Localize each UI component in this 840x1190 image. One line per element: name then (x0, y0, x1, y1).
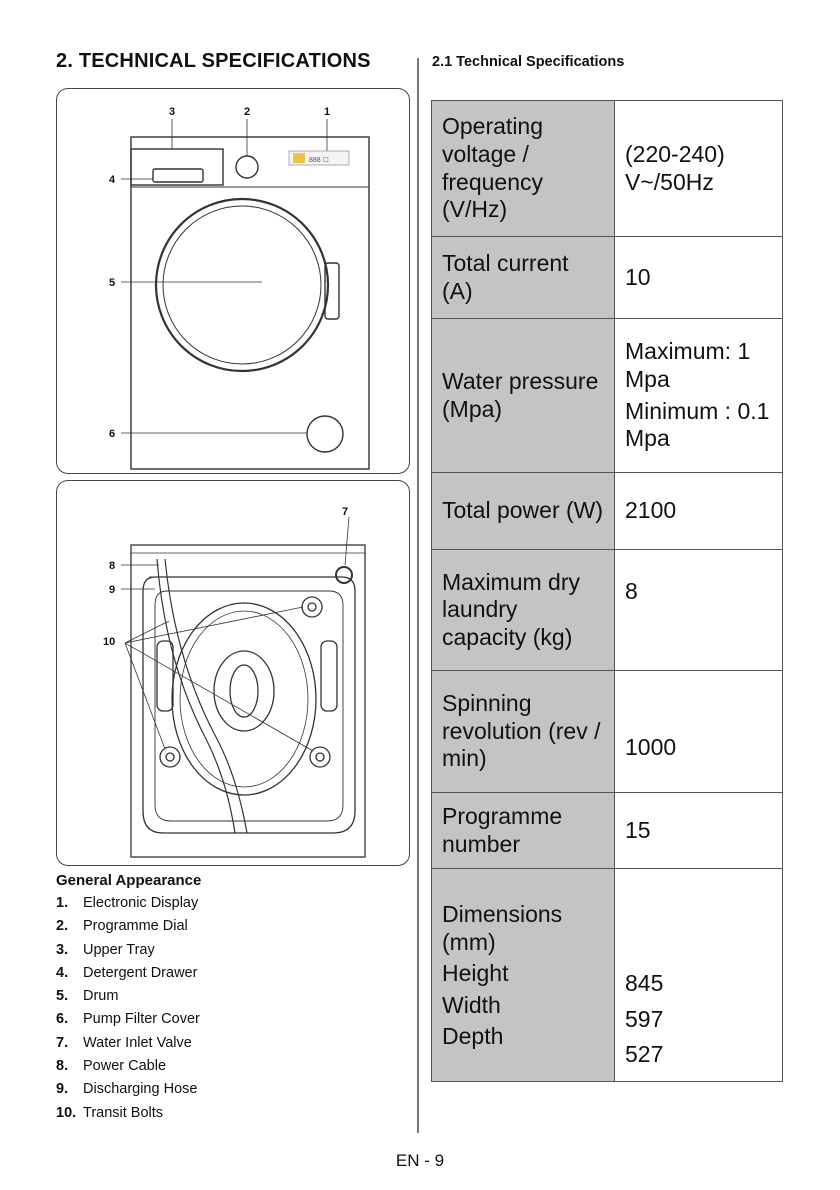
table-row (432, 101, 783, 237)
spec-label: Programme number (432, 793, 615, 869)
width-value: 597 (625, 1005, 664, 1032)
table-row (432, 319, 783, 473)
list-item: 7. Water Inlet Valve (56, 1034, 192, 1051)
list-item: 6. Pump Filter Cover (56, 1011, 200, 1028)
height-label: Height (442, 960, 509, 987)
list-item: 3. Upper Tray (56, 941, 155, 958)
dimensions-label: Dimensions (mm) (442, 901, 563, 955)
water-pressure-max: Maximum: 1 Mpa (625, 338, 751, 392)
width-label: Width (442, 991, 501, 1018)
spec-value: 1000 (615, 671, 783, 793)
list-item: 9. Discharging Hose (56, 1081, 198, 1098)
callout-5: 5 (109, 277, 116, 289)
general-appearance (56, 872, 396, 1125)
depth-value: 527 (625, 1041, 664, 1068)
table-row (432, 671, 783, 793)
display-indicator (293, 153, 305, 163)
front-view-panel (56, 88, 410, 474)
appearance-title: General Appearance (56, 872, 202, 889)
callout-3: 3 (169, 106, 176, 118)
spec-value: 8 (615, 550, 783, 671)
page-number: EN - 9 (395, 1151, 445, 1170)
spec-value: 15 (615, 793, 783, 869)
spec-value: (220-240) V~/50Hz (615, 101, 783, 237)
list-item: 10. Transit Bolts (56, 1104, 164, 1121)
spec-label: Water pressure (Mpa) (432, 319, 615, 473)
display-digits: 888 ☐ (309, 157, 329, 164)
spec-value (615, 319, 783, 473)
water-pressure-min: Minimum : 0.1 Mpa (625, 397, 770, 452)
page-heading: 2. TECHNICAL SPECIFICATIONS (56, 50, 371, 72)
table-row (432, 793, 783, 869)
callout-7: 7 (342, 506, 349, 518)
spec-value: 10 (615, 237, 783, 319)
table-row (432, 237, 783, 319)
rear-view-panel (56, 480, 410, 866)
spec-label: Total current (A) (432, 237, 615, 319)
spec-label: Total power (W) (432, 473, 615, 550)
spec-value: 2100 (615, 473, 783, 550)
spec-label: Maximum dry laundry capacity (kg) (432, 550, 615, 671)
section-subheading: 2.1 Technical Specifications (432, 54, 625, 70)
height-value: 845 (625, 970, 664, 997)
column-divider (417, 58, 419, 1133)
callout-6: 6 (109, 428, 116, 440)
spec-label: Operating voltage / frequency (V/Hz) (432, 101, 615, 237)
list-item: 8. Power Cable (56, 1058, 167, 1075)
list-item: 2. Programme Dial (56, 918, 188, 935)
callout-4: 4 (109, 174, 116, 186)
list-item: 1. Electronic Display (56, 895, 199, 911)
rear-view-diagram (57, 481, 409, 865)
callout-9: 9 (109, 584, 116, 596)
list-item: 4. Detergent Drawer (56, 964, 198, 981)
spec-table (431, 100, 783, 1082)
front-view-diagram (57, 89, 409, 473)
spec-label-dimensions (432, 869, 615, 1082)
table-row (432, 869, 783, 1082)
callout-8: 8 (109, 560, 116, 572)
depth-label: Depth (442, 1023, 504, 1050)
list-item: 5. Drum (56, 988, 119, 1005)
table-row (432, 550, 783, 671)
table-row (432, 473, 783, 550)
callout-1: 1 (324, 106, 331, 118)
callout-2: 2 (244, 106, 251, 118)
spec-label: Spinning revolution (rev / min) (432, 671, 615, 793)
callout-10: 10 (103, 636, 116, 648)
appearance-list (56, 892, 396, 1125)
spec-value-dimensions (615, 869, 783, 1082)
